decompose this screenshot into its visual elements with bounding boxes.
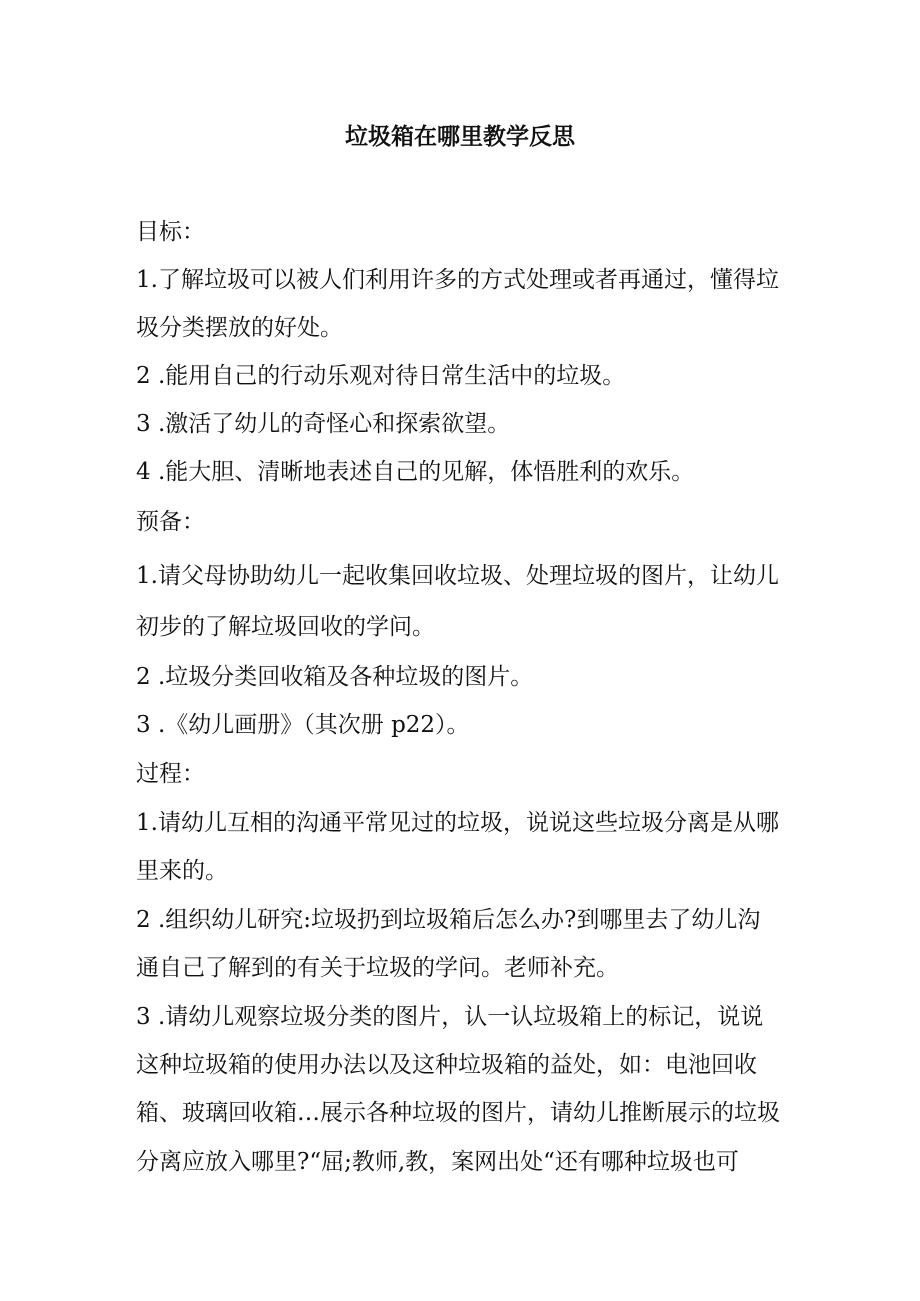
paragraph-line: 2 .组织幼儿研究:垃圾扔到垃圾箱后怎么办?到哪里去了幼儿沟 bbox=[136, 907, 761, 933]
paragraph-line: 1.了解垃圾可以被人们利用许多的方式处理或者再通过，懂得垃 bbox=[136, 267, 779, 293]
paragraph-line: 初步的了解垃圾回收的学问。 bbox=[136, 614, 435, 640]
paragraph-line: 1.请父母协助幼儿一起收集回收垃圾、处理垃圾的图片，让幼儿 bbox=[136, 563, 779, 589]
paragraph-line: 3 .激活了幼儿的奇怪心和探索欲望。 bbox=[136, 411, 511, 437]
paragraph-line: 3 .《幼儿画册》（其次册 p22）。 bbox=[136, 712, 470, 738]
section-heading-preparation: 预备： bbox=[136, 509, 205, 535]
paragraph-line: 这种垃圾箱的使用办法以及这种垃圾箱的益处，如：电池回收 bbox=[136, 1052, 757, 1078]
paragraph-line: 里来的。 bbox=[136, 858, 228, 884]
section-heading-process: 过程： bbox=[136, 761, 205, 787]
section-heading-goals: 目标： bbox=[136, 219, 205, 245]
paragraph-line: 2 .能用自己的行动乐观对待日常生活中的垃圾。 bbox=[136, 363, 626, 389]
paragraph-line: 通自己了解到的有关于垃圾的学问。老师补充。 bbox=[136, 955, 619, 981]
paragraph-line: 圾分类摆放的好处。 bbox=[136, 315, 343, 341]
paragraph-line: 箱、玻璃回收箱…展示各种垃圾的图片，请幼儿推断展示的垃圾 bbox=[136, 1100, 780, 1126]
paragraph-line: 2 .垃圾分类回收箱及各种垃圾的图片。 bbox=[136, 664, 534, 690]
paragraph-line: 1.请幼儿互相的沟通平常见过的垃圾，说说这些垃圾分离是从哪 bbox=[136, 810, 779, 836]
paragraph-line: 4 .能大胆、清晰地表述自己的见解，体悟胜利的欢乐。 bbox=[136, 459, 695, 485]
paragraph-line: 分离应放入哪里?“屈;教师,教，案网出处“还有哪种垃圾也可 bbox=[136, 1149, 739, 1175]
paragraph-line: 3 .请幼儿观察垃圾分类的图片，认一认垃圾箱上的标记，说说 bbox=[136, 1004, 764, 1030]
document-title: 垃圾箱在哪里教学反思 bbox=[345, 124, 575, 150]
